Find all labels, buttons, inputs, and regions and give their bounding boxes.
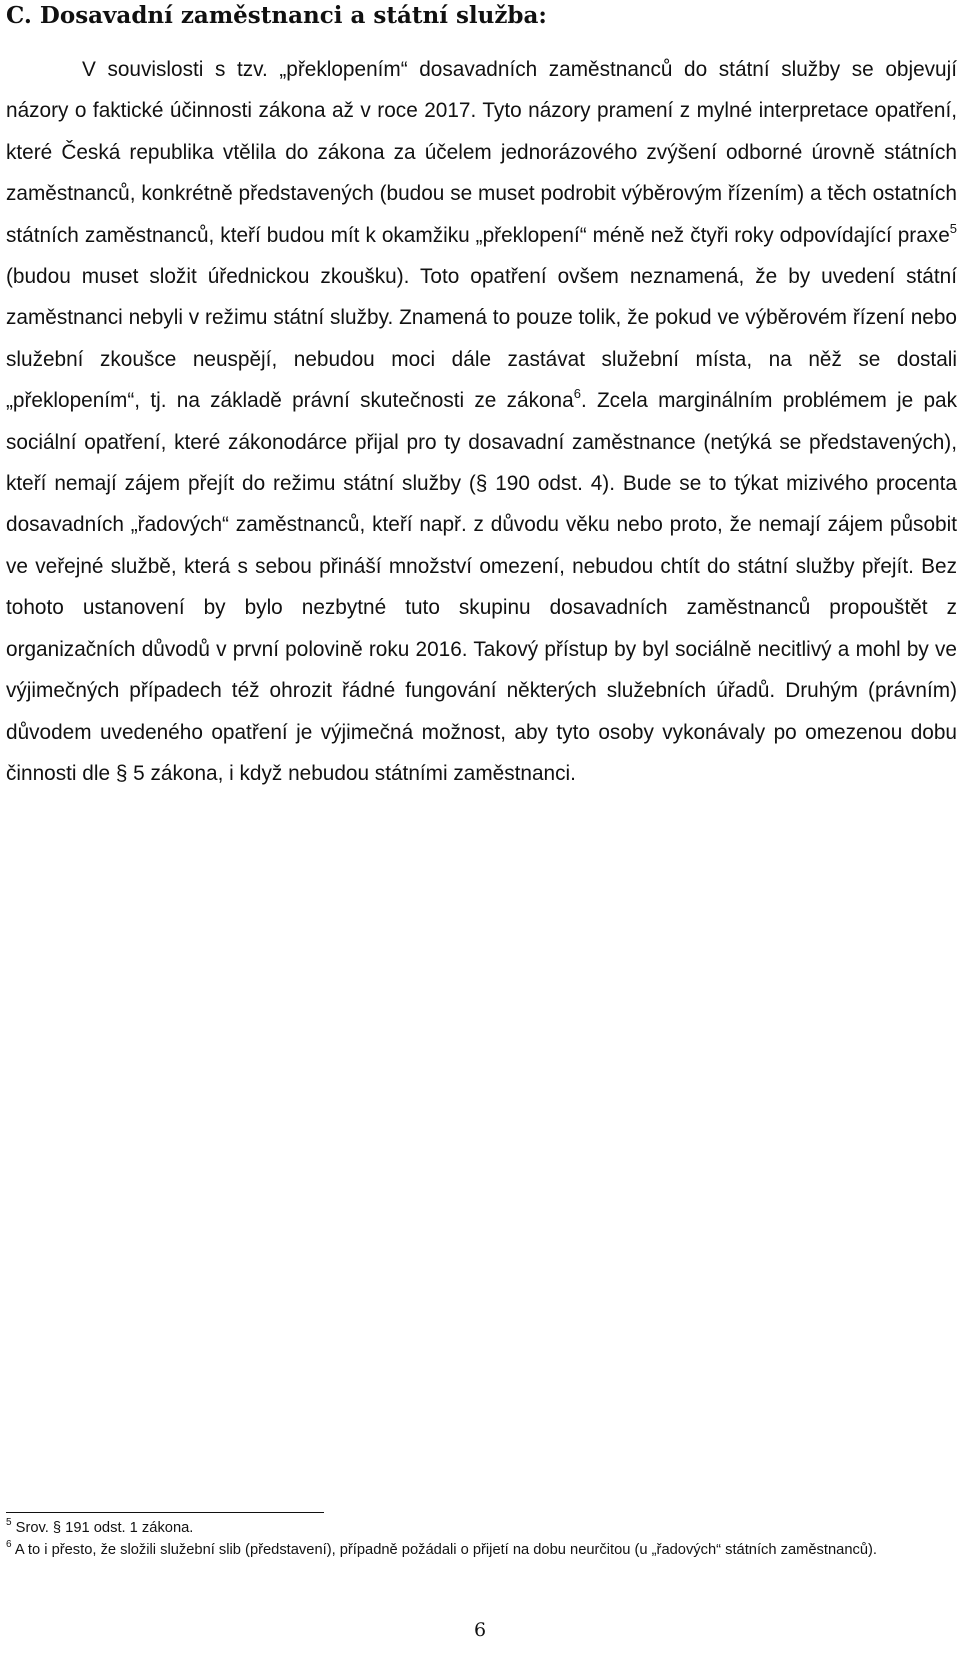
footnote-text: Srov. § 191 odst. 1 zákona.: [15, 1520, 194, 1536]
footnote-reference-6[interactable]: 6: [573, 386, 581, 402]
paragraph-text-part-2: (budou muset složit úřednickou zkoušku). Toto opatření ovšem neznamená, že by uvedení státní zaměstnanci nebyli v režimu státní služby. Znamená to pouze tolik, že pokud ve výběrovém řízení nebo služební zkoušce neuspějí, nebudou moci dále zastávat služební místa, na něž se dostali „překlopením“, tj. na základě právní skutečnosti ze zákona: [6, 265, 957, 413]
paragraph-text-part-1: V souvislosti s tzv. „překlopením“ dosavadních zaměstnanců do státní služby se objevují názory o faktické účinnosti zákona až v roce 2017. Tyto názory pramení z mylné interpretace opatření, které Česká republika vtělila do zákona za účelem jednorázového zvýšení odborné úrovně státních zaměstnanců, konkrétně představených (budou se muset podrobit výběrovým řízením) a těch ostatních státních zaměstnanců, kteří budou mít k okamžiku „překlopení“ méně než čtyři roky odpovídající praxe: [6, 58, 957, 247]
section-heading: C. Dosavadní zaměstnanci a státní služba:: [6, 2, 547, 29]
paragraph-text-part-3: . Zcela marginálním problémem je pak sociální opatření, které zákonodárce přijal pro ty dosavadní zaměstnance (netýká se představených), kteří nemají zájem přejít do režimu státní služby (§ 190 odst. 4). Bude se to týkat mizivého procenta dosavadních „řadových“ zaměstnanců, kteří např. z důvodu věku nebo proto, že nemají zájem působit ve veřejné službě, která s sebou přináší množství omezení, nebudou chtít do státní služby přejít. Bez tohoto ustanovení by bylo nezbytné tuto skupinu dosavadních zaměstnanců propouštět z organizačních důvodů v první polovině roku 2016. Takový přístup by byl sociálně necitlivý a mohl by ve výjimečných případech též ohrozit řádné fungování některých služebních úřadů. Druhým (právním) důvodem uvedeného opatření je výjimečná možnost, aby tyto osoby vykonávaly po omezenou dobu činnosti dle § 5 zákona, i když nebudou státními zaměstnanci.: [6, 389, 957, 785]
footnote-number: 5: [6, 1517, 12, 1528]
footnotes: [6, 1518, 957, 1562]
footnote-6: [6, 1540, 957, 1560]
footnote-separator: [6, 1512, 324, 1513]
page-number: 6: [473, 1619, 487, 1641]
footnote-number: 6: [6, 1539, 12, 1550]
footnote-5: [6, 1518, 957, 1538]
footnote-text: A to i přesto, že složili služební slib (představení), případně požádali o přijetí na dobu neurčitou (u „řadových“ státních zaměstnanců).: [14, 1542, 877, 1558]
body-paragraph: [6, 49, 957, 794]
footnote-reference-5[interactable]: 5: [949, 220, 957, 236]
